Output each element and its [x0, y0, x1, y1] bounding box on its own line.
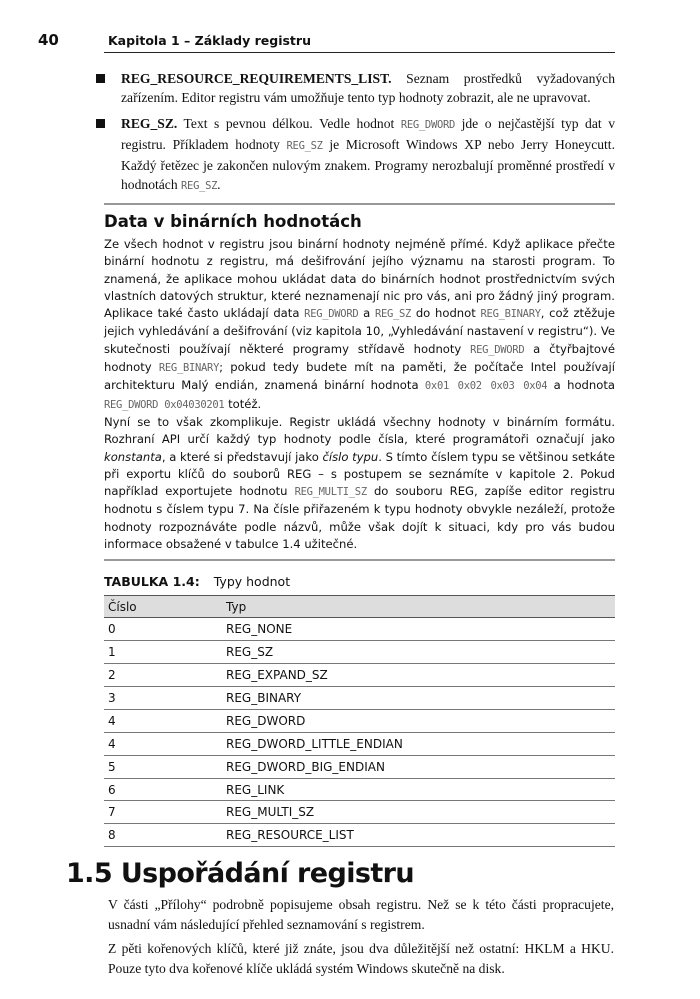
value-types-table: [104, 595, 615, 847]
code-span: REG_MULTI_SZ: [294, 486, 367, 499]
text-span: totéž.: [224, 396, 262, 411]
column-header-type: Typ: [218, 596, 615, 618]
code-span: REG_DWORD: [400, 119, 456, 131]
sidebar-top-rule: [104, 203, 615, 205]
page-header: [38, 28, 615, 52]
code-span: REG_DWORD 0x04030201: [104, 398, 225, 411]
table-row: [104, 709, 615, 732]
sidebar-paragraph: [104, 414, 615, 553]
text-span: . S tímto číslem typu se většinou setkáte při exportu klíčů do souborů REG – s postupem se seznámíte v kapitole 2. Pokud například exportujete hodnotu: [104, 449, 615, 499]
table-row: [104, 801, 615, 824]
text-span: Text s pevnou délkou. Vedle hodnot: [177, 116, 401, 131]
cell-number: 4: [104, 709, 218, 732]
column-header-number: Číslo: [104, 596, 218, 618]
cell-type: REG_RESOURCE_LIST: [218, 824, 615, 847]
code-span: REG_BINARY: [480, 308, 541, 321]
header-rule: [104, 52, 615, 53]
text-span: Ze všech hodnot v registru jsou binární hodnoty nejméně přímé. Když aplikace přečte binární hodnotu z registru, má dešifrování jejího významu na starosti program. To znamená, že aplikace mohou ukládat data do binárních hodnot prostřednictvím svých vlastních datových struktur, které neznamenají nic pro vás, ani pro žádný jiný program. Aplikace také často ukládají data: [104, 237, 615, 321]
table-row: [104, 664, 615, 687]
text-span: , což ztěžuje jejich vyhledávání a dešifrování (viz kapitola 10, „Vyhledávání nastavení v registru“). Ve skutečnosti používají některé programy střídavě hodnoty: [104, 306, 616, 356]
table-row: [104, 732, 615, 755]
text-span: a čtyřbajtové hodnoty: [104, 341, 615, 375]
text-span: do hodnot: [411, 306, 481, 321]
table-row: [104, 687, 615, 710]
page-number: 40: [38, 31, 59, 49]
code-span: REG_DWORD: [304, 308, 359, 321]
cell-type: REG_DWORD: [218, 709, 615, 732]
text-span: , a které si představují jako: [161, 449, 323, 464]
sidebar-paragraph: [104, 236, 615, 414]
term: REG_SZ.: [121, 116, 178, 131]
text-span: Nyní se to však zkomplikuje. Registr ukládá všechny hodnoty v binárním formátu. Rozhraní API určí každý typ hodnoty podle čísla, které programátoři označují jako: [104, 414, 615, 447]
text-span: a hodnota: [547, 378, 616, 393]
bullet-square-icon: [96, 74, 105, 83]
text-span: a: [358, 306, 375, 321]
table-caption: [104, 573, 615, 591]
cell-type: REG_EXPAND_SZ: [218, 664, 615, 687]
cell-type: REG_LINK: [218, 778, 615, 801]
text-span: Seznam prostředků vyžadovaných zařízením. Editor registru vám umožňuje tento typ hodnoty zobrazit, ale ne upravovat.: [121, 71, 615, 105]
text-span: do souboru REG, zapíše editor registru hodnotu s číslem typu 7. Na čísle přiřazeném k typu hodnoty obvykle nezáleží, protože hodnoty rozpoznáváte podle názvů, může však dojít k situaci, kdy pro vás budou informace obsažené v tabulce 1.4 užitečné.: [104, 484, 615, 552]
cell-type: REG_DWORD_BIG_ENDIAN: [218, 755, 615, 778]
text-span: je Microsoft Windows XP nebo Jerry Honeycutt. Každý řetězec je zakončen nulovým znakem. Programy nerozbalují proměnné prostředí v hodnotách: [121, 137, 615, 192]
cell-number: 2: [104, 664, 218, 687]
table-title: Typy hodnot: [213, 574, 291, 590]
code-span: REG_SZ: [181, 180, 218, 192]
body-paragraph: Z pěti kořenových klíčů, které již znáte, jsou dva důležitější než ostatní: HKLM a HKU. Pouze tyto dva kořenové klíče ukládá systém Windows skutečně na disk.: [108, 941, 614, 977]
code-span: 0x01 0x02 0x03 0x04: [424, 380, 548, 393]
text-span: jde o nejčastější typ dat v registru. Příkladem hodnoty: [121, 116, 615, 152]
table-row: [104, 641, 615, 664]
running-head: Kapitola 1 – Základy registru: [108, 33, 311, 48]
cell-type: REG_DWORD_LITTLE_ENDIAN: [218, 732, 615, 755]
emphasis: konstanta: [104, 449, 162, 464]
bullet-item: [96, 114, 615, 196]
table-row: [104, 778, 615, 801]
table-label: TABULKA 1.4:: [104, 574, 200, 590]
text-span: .: [217, 177, 221, 192]
cell-type: REG_NONE: [218, 618, 615, 641]
cell-number: 7: [104, 801, 218, 824]
cell-type: REG_MULTI_SZ: [218, 801, 615, 824]
section-heading: 1.5 Uspořádání registru: [66, 858, 414, 890]
table-header-row: [104, 596, 615, 618]
bullet-text: [121, 116, 615, 192]
sidebar: [104, 211, 615, 553]
cell-number: 4: [104, 732, 218, 755]
bullet-item: [96, 69, 615, 107]
cell-number: 1: [104, 641, 218, 664]
bullet-square-icon: [96, 119, 105, 128]
cell-number: 6: [104, 778, 218, 801]
table-row: [104, 824, 615, 847]
sidebar-bottom-rule: [104, 559, 615, 561]
code-span: REG_SZ: [374, 308, 412, 321]
cell-number: 3: [104, 687, 218, 710]
emphasis: číslo typu: [322, 449, 379, 464]
text-span: ; pokud tedy budete mít na paměti, že počítače Intel používají architekturu Malý endián, znamená binární hodnota: [104, 360, 615, 393]
table-row: [104, 755, 615, 778]
cell-type: REG_BINARY: [218, 687, 615, 710]
cell-number: 5: [104, 755, 218, 778]
term: REG_RESOURCE_REQUIREMENTS_LIST.: [121, 71, 392, 86]
cell-type: REG_SZ: [218, 641, 615, 664]
cell-number: 0: [104, 618, 218, 641]
cell-number: 8: [104, 824, 218, 847]
code-span: REG_DWORD: [470, 343, 525, 356]
bullet-list: [96, 69, 615, 196]
table-row: [104, 618, 615, 641]
code-span: REG_SZ: [286, 140, 323, 152]
code-span: REG_BINARY: [158, 362, 220, 375]
bullet-text: [121, 71, 615, 105]
body-paragraph: V části „Přílohy“ podrobně popisujeme obsah registru. Než se k této části propracujete, usnadní vám následující přehled seznamování s registrem.: [108, 897, 614, 933]
sidebar-heading: Data v binárních hodnotách: [104, 212, 362, 231]
